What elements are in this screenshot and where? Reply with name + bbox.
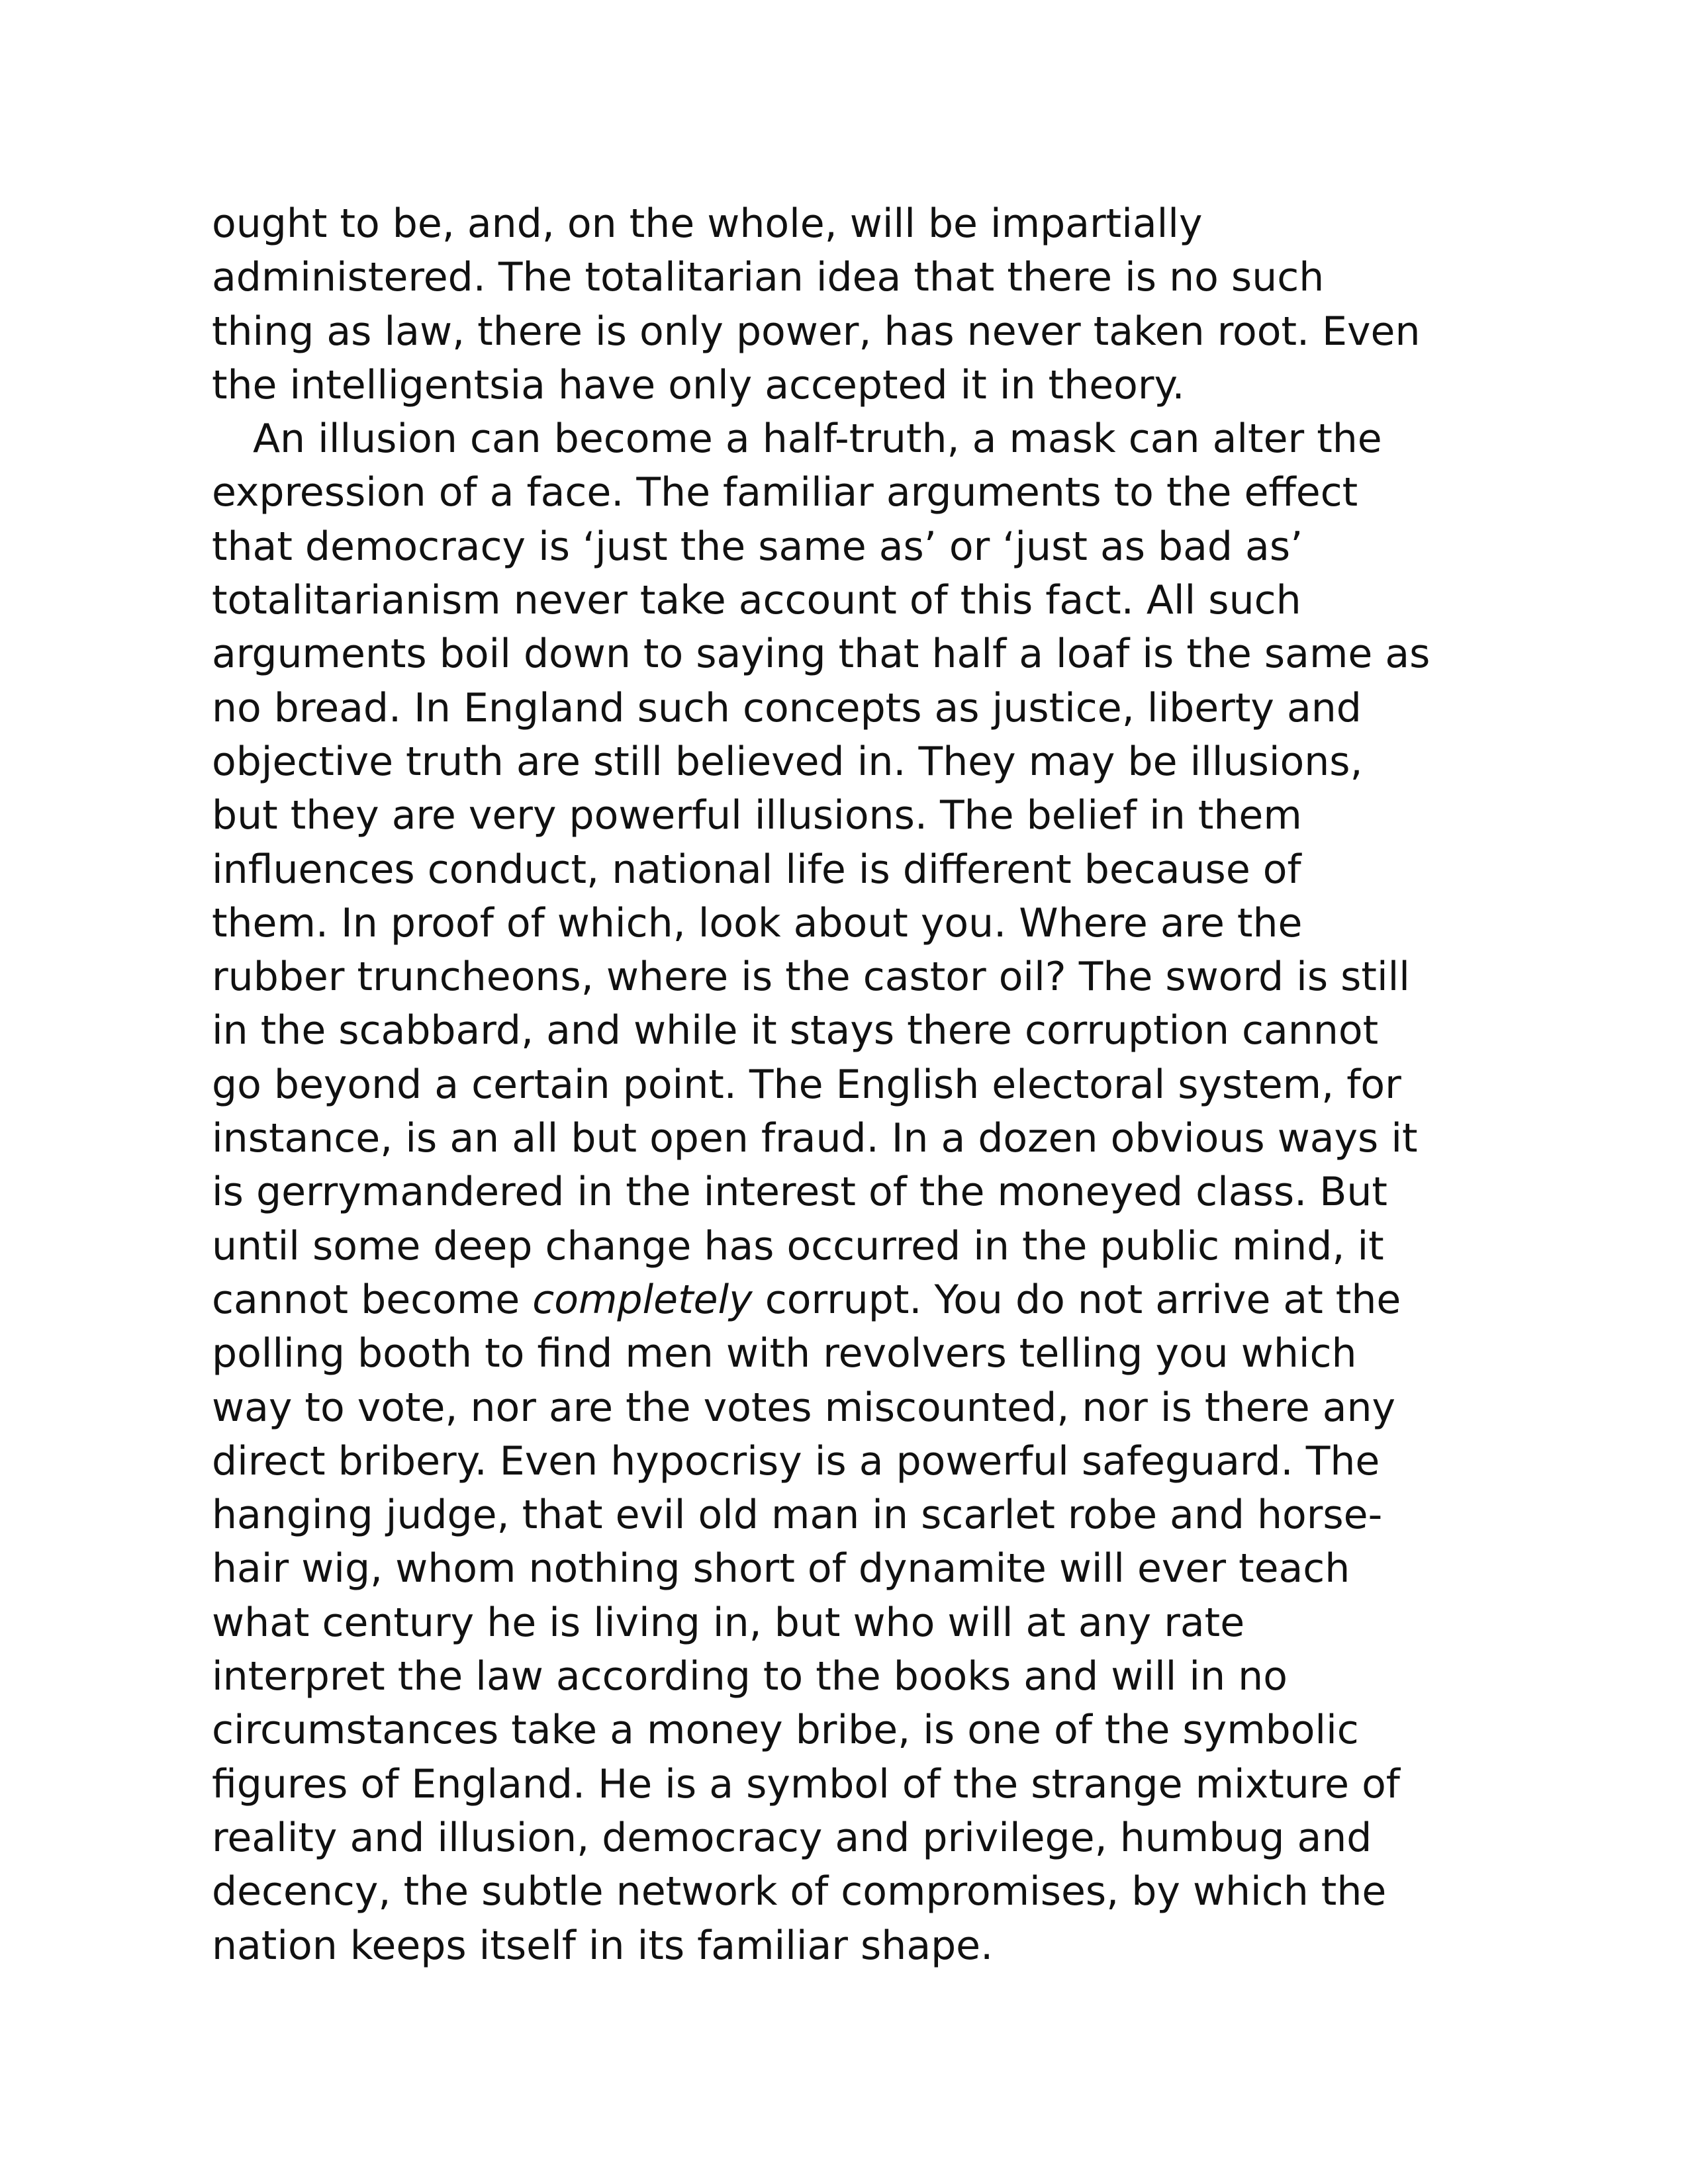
text-line: but they are very powerful illusions. The belief in them: [212, 792, 1302, 839]
text-line: expression of a face. The familiar arguments to the effect: [212, 469, 1358, 516]
body-text: [212, 197, 1509, 1973]
text-line: hair wig, whom nothing short of dynamite will ever teach: [212, 1545, 1350, 1592]
text-line-first: An illusion can become a half-truth, a mask can alter the: [253, 416, 1382, 463]
text-line: is gerrymandered in the interest of the moneyed class. But: [212, 1169, 1387, 1216]
text-line: administered. The totalitarian idea that there is no such: [212, 254, 1325, 301]
text-line: in the scabbard, and while it stays there corruption cannot: [212, 1007, 1379, 1054]
paragraph: [212, 412, 1509, 1973]
text-line: objective truth are still believed in. They may be illusions,: [212, 738, 1363, 785]
text-fragment: corrupt. You do not arrive at the: [752, 1276, 1401, 1323]
text-line: totalitarianism never take account of this fact. All such: [212, 577, 1301, 624]
text-line: instance, is an all but open fraud. In a dozen obvious ways it: [212, 1115, 1418, 1162]
text-line: rubber truncheons, where is the castor oil? The sword is still: [212, 954, 1410, 1001]
text-line: reality and illusion, democracy and privilege, humbug and: [212, 1814, 1372, 1861]
text-line: polling booth to find men with revolvers telling you which: [212, 1330, 1357, 1377]
text-line: decency, the subtle network of compromises, by which the: [212, 1868, 1387, 1915]
text-fragment: cannot become: [212, 1276, 533, 1323]
text-line: arguments boil down to saying that half a loaf is the same as: [212, 631, 1430, 678]
text-line: nation keeps itself in its familiar shape.: [212, 1922, 994, 1969]
text-line: interpret the law according to the books and will in no: [212, 1653, 1288, 1700]
text-line: ought to be, and, on the whole, will be impartially: [212, 201, 1203, 247]
text-line: no bread. In England such concepts as justice, liberty and: [212, 684, 1362, 731]
text-line: thing as law, there is only power, has never taken root. Even: [212, 308, 1421, 355]
emphasis-word: completely: [532, 1276, 753, 1323]
text-line: way to vote, nor are the votes miscounted, nor is there any: [212, 1384, 1396, 1431]
text-line: figures of England. He is a symbol of the strange mixture of: [212, 1760, 1400, 1807]
text-line: the intelligentsia have only accepted it in theory.: [212, 361, 1185, 408]
text-line-with-emphasis: [212, 1273, 1509, 1327]
text-line: circumstances take a money bribe, is one of the symbolic: [212, 1707, 1359, 1754]
text-line: go beyond a certain point. The English electoral system, for: [212, 1061, 1401, 1108]
text-line: until some deep change has occurred in the public mind, it: [212, 1222, 1384, 1269]
text-line: them. In proof of which, look about you. Where are the: [212, 899, 1303, 946]
text-line: hanging judge, that evil old man in scarlet robe and horse-: [212, 1492, 1383, 1539]
text-line: direct bribery. Even hypocrisy is a powerful safeguard. The: [212, 1437, 1380, 1484]
text-line: that democracy is ‘just the same as’ or ‘just as bad as’: [212, 523, 1303, 570]
text-line: what century he is living in, but who will at any rate: [212, 1599, 1245, 1646]
text-line: influences conduct, national life is different because of: [212, 846, 1301, 893]
paragraph-continued: [212, 197, 1509, 412]
